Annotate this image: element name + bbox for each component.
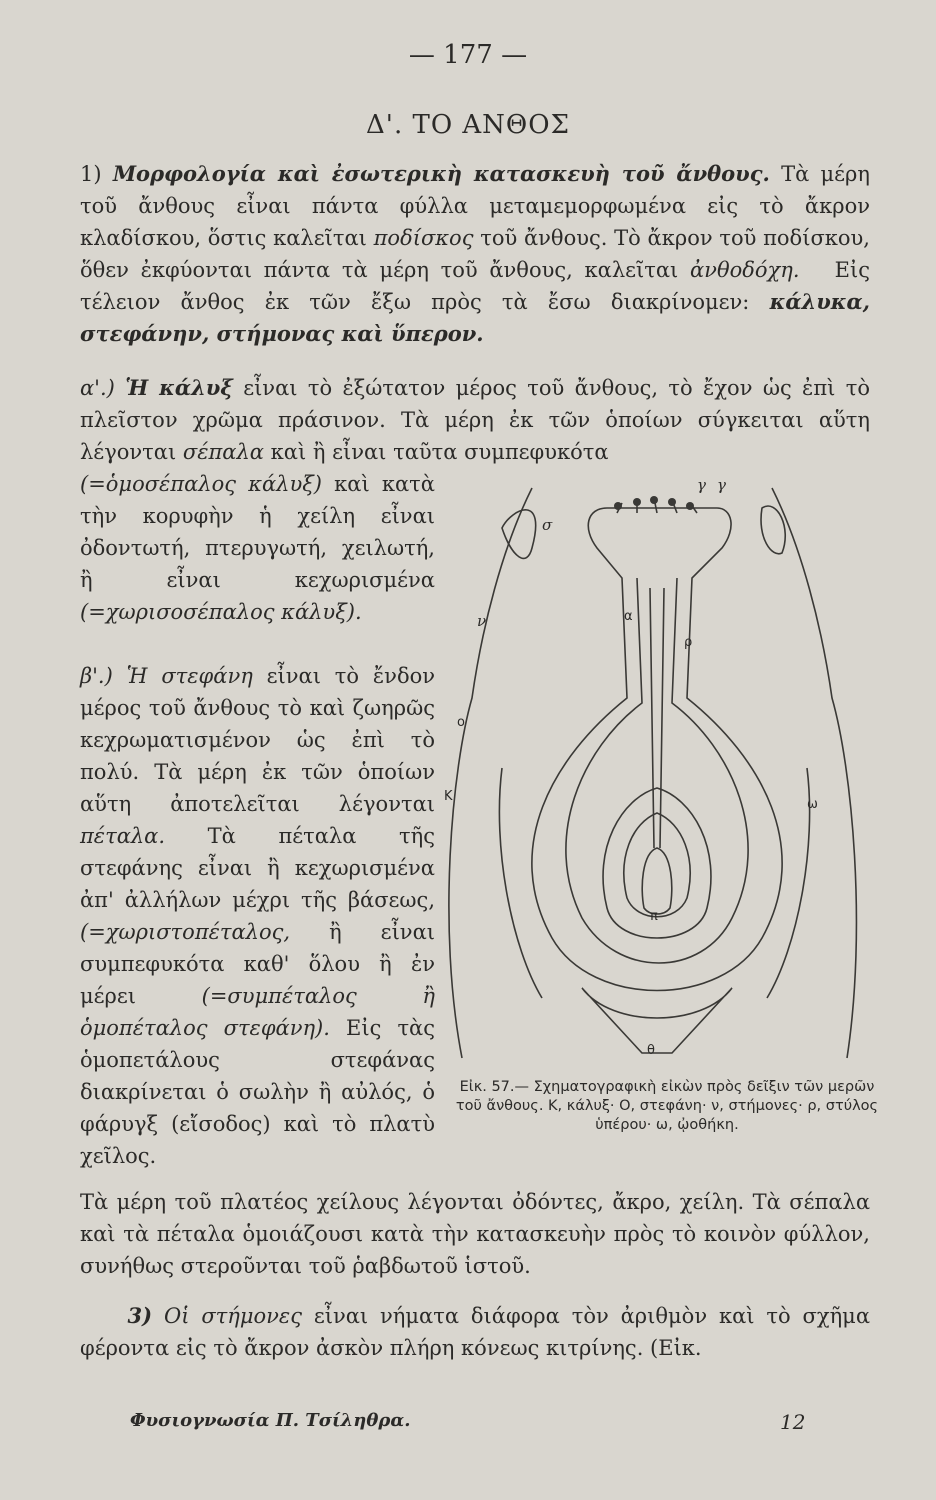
section-3-text: εἶναι νήματα διάφορα τὸν ἀριθμὸν καὶ τὸ σχῆμα φέροντα εἰς τὸ ἄκρον ἀσκὸν πλήρη κόνεως κιτρίνης. (Εἰκ.: [80, 1304, 871, 1360]
section-a-paragraph-narrow: [80, 468, 435, 628]
figure-caption: Εἰκ. 57.— Σχηματογραφικὴ εἰκὼν πρὸς δεῖξιν τῶν μερῶν τοῦ ἄνθους. Κ, κάλυξ· Ο, στεφάνη· ν, στήμονες· ρ, στύλος ὑπέρου· ω, ᾠοθήκη.: [455, 1079, 879, 1133]
label-omega: ω: [807, 797, 818, 812]
inner-right-wall: [767, 768, 810, 998]
inner-left-wall: [499, 768, 542, 998]
term-chorisosepalos: (=χωρισοσέπαλος κάλυξ).: [80, 600, 362, 624]
label-nu: ν: [477, 612, 487, 630]
section-a-text-3: καὶ κατὰ τὴν κορυφὴν ἡ χείλη εἶναι ὀδοντωτή, πτερυγωτή, χειλωτή, ἢ εἶναι κεχωρισμένα: [80, 472, 435, 592]
section-1-text-2: τοῦ ἄνθους. Τὸ ἄκρον τοῦ ποδίσκου, ὅθεν ἐκφύονται πάντα τὰ μέρη τοῦ ἄνθους, καλεῖται: [80, 226, 870, 282]
section-b-text-2: Τὰ πέταλα τῆς στεφάνης εἶναι ἢ κεχωρισμένα ἀπ' ἀλλήλων μέχρι τῆς βάσεως,: [80, 824, 435, 912]
label-alpha: α: [624, 609, 633, 624]
label-sigma: σ: [542, 516, 553, 534]
label-rho: ρ: [684, 635, 693, 650]
term-choristopetalos: (=χωριστοπέταλος,: [80, 920, 291, 944]
section-b-text-3: ἢ εἶναι συμπεφυκότα καθ' ὅλου ἢ ἐν μέρει: [80, 920, 435, 1008]
sepal-right: [761, 506, 785, 554]
term-sepala: σέπαλα: [182, 440, 264, 464]
footer-sheet-number: 12: [780, 1410, 806, 1434]
section-b-paragraph: [80, 660, 435, 1172]
term-homosepalos: (=ὁμοσέπαλος κάλυξ): [80, 472, 322, 496]
section-3-paragraph: [80, 1300, 870, 1364]
continuation-paragraph: Τὰ μέρη τοῦ πλατέος χείλους λέγονται ὀδόντες, ἄκρο, χείλη. Τὰ σέπαλα καὶ τὰ πέταλα ὁμοιάζουσι κατὰ τὴν κατασκευὴν πρὸς τὸ κοινὸν φύλλον, συνήθως στεροῦνται τοῦ ῥαβδωτοῦ ἱστοῦ.: [80, 1190, 870, 1278]
label-omicron: ο: [457, 715, 465, 730]
footer-book-title: Φυσιογνωσία Π. Τσίληθρα.: [130, 1410, 411, 1431]
section-3-number: 3): [127, 1303, 153, 1328]
section-a-text-1: εἶναι τὸ ἐξώτατον μέρος τοῦ ἄνθους, τὸ ἔχον ὡς ἐπὶ τὸ πλεῖστον χρῶμα πράσινον. Τὰ μέρη ἐκ τῶν ὁποίων σύγκειται αὕτη λέγονται: [80, 376, 870, 464]
label-kappa: Κ: [444, 789, 453, 804]
label-gamma-2: γ: [717, 476, 726, 494]
term-anthodochi: ἀνθοδόχη.: [690, 258, 800, 282]
section-1-paragraph: [80, 158, 870, 350]
flower-diagram: [432, 468, 872, 1068]
ovary-inner: [624, 813, 690, 917]
term-sympetalos: (=συμπέταλος ἢ ὁμοπέταλος στεφάνη).: [80, 984, 435, 1040]
section-1-text-1: Τὰ μέρη τοῦ ἄνθους εἶναι πάντα φύλλα μεταμεμορφωμένα εἰς τὸ ἄκρον κλαδίσκου, ὅστις καλεῖται: [80, 162, 870, 250]
receptacle: [582, 988, 732, 1053]
section-3-heading: Οἱ στήμονες: [164, 1304, 302, 1328]
label-theta: θ: [647, 1043, 655, 1058]
section-b-text-1: εἶναι τὸ ἔνδον μέρος τοῦ ἄνθους τὸ καὶ ζωηρῶς κεχρωματισμένον ὡς ἐπὶ τὸ πολύ. Τὰ μέρη ἐκ τῶν ὁποίων αὕτη ἀποτελεῖται λέγονται: [80, 664, 435, 816]
calyx-outline: [449, 488, 532, 1058]
section-1-text-3: Εἰς τέλειον ἄνθος ἐκ τῶν ἔξω πρὸς τὰ ἔσω διακρίνομεν:: [80, 258, 870, 314]
section-a-paragraph-top: [80, 372, 870, 468]
calyx-outline-right: [772, 488, 856, 1058]
section-a-label: α'.): [80, 376, 115, 400]
chapter-title: Δ'. ΤΟ ΑΝΘΟΣ: [366, 110, 570, 140]
style: [650, 588, 664, 848]
section-b-label: β'.): [80, 664, 113, 688]
flower-parts-list: κάλυκα, στεφάνην, στήμονας καὶ ὕπερον.: [80, 289, 870, 346]
section-b-heading: Ἡ στεφάνη: [126, 664, 253, 688]
ovule: [642, 848, 672, 914]
label-gamma-1: γ: [697, 476, 706, 494]
label-pi: π: [650, 909, 658, 924]
section-1-heading: Μορφολογία καὶ ἐσωτερικὴ κατασκευὴ τοῦ ἄνθους.: [112, 161, 770, 186]
term-petala: πέταλα.: [80, 824, 166, 848]
section-a-text-2: καὶ ἢ εἶναι ταῦτα συμπεφυκότα: [270, 440, 609, 464]
page-number: — 177 —: [408, 40, 528, 70]
section-b-text-4: Εἰς τὰς ὁμοπετάλους στεφάνας διακρίνεται ὁ σωλὴν ἢ αὐλός, ὁ φάρυγξ (εἴσοδος) καὶ τὸ πλατὺ χεῖλος.: [80, 1016, 436, 1168]
section-1-number: 1): [80, 162, 102, 186]
term-podiskos: ποδίσκος: [373, 226, 474, 250]
corolla-tube-inner: [566, 578, 748, 963]
section-a-heading: Ἡ κάλυξ: [125, 375, 233, 400]
